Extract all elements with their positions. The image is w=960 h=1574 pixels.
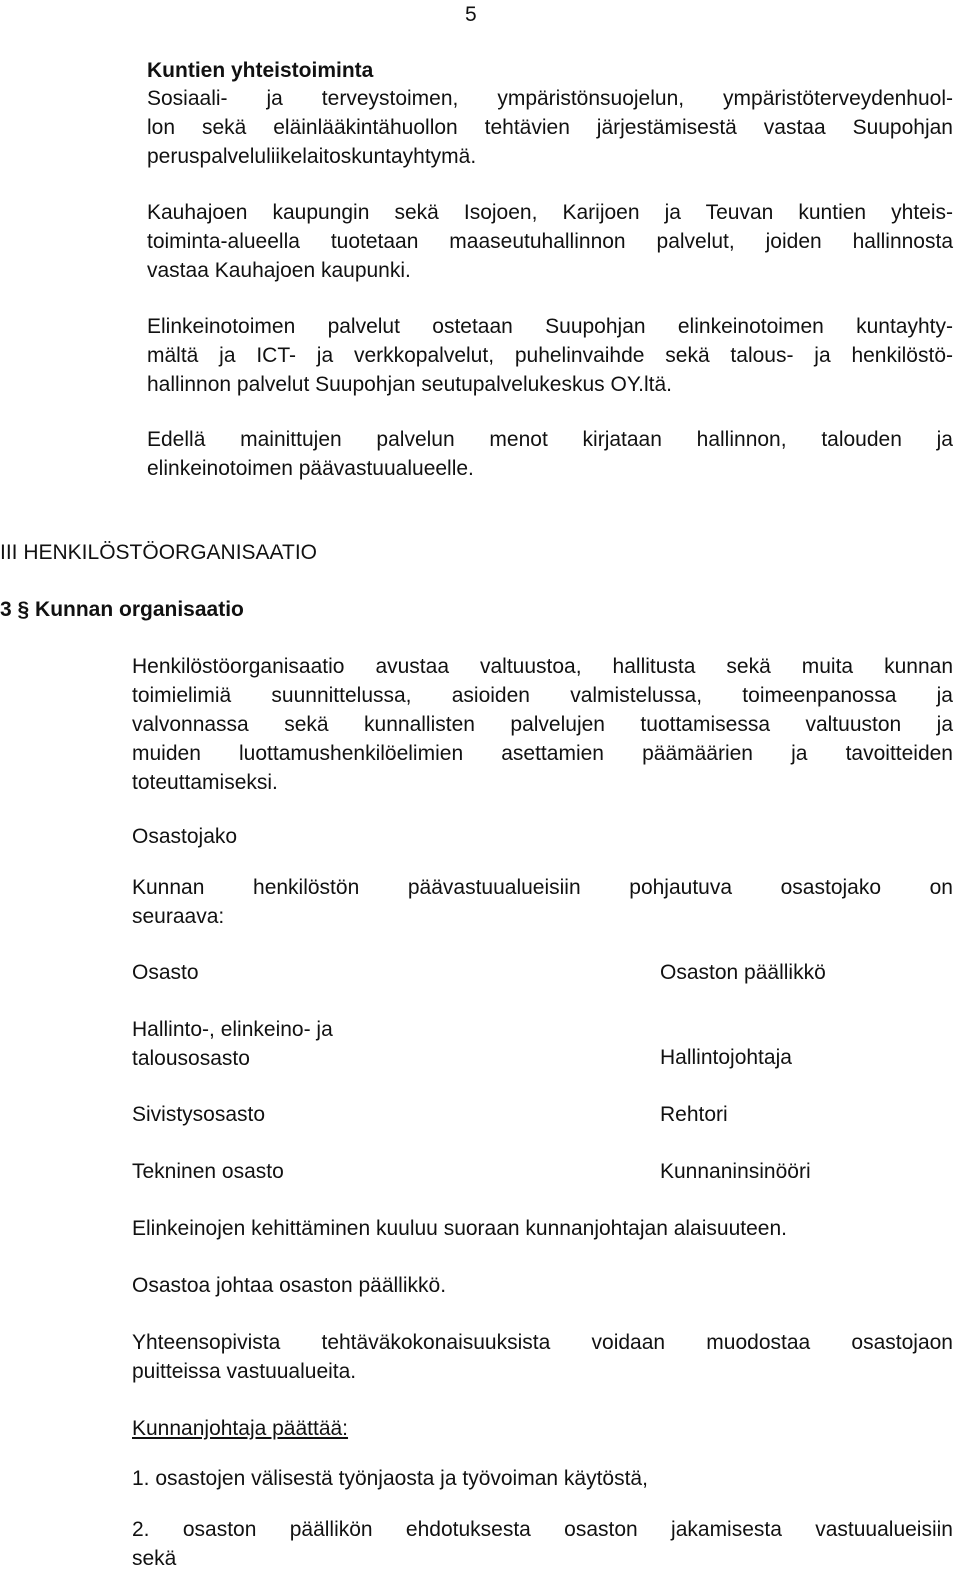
- paragraph-costs: [147, 425, 953, 483]
- paragraph-line: seuraava:: [132, 905, 225, 928]
- column-header-head: Osaston päällikkö: [660, 961, 826, 984]
- paragraph-line: peruspalveluliikelaitoskuntayhtymä.: [147, 145, 477, 168]
- paragraph-osastojako: [132, 873, 953, 931]
- subheading-decides: Kunnanjohtaja päättää:: [132, 1417, 349, 1440]
- table-cell-department: Sivistysosasto: [132, 1103, 266, 1126]
- paragraph-line: valvonnassa sekä kunnallisten palvelujen tuottamisessa valtuuston ja: [132, 713, 953, 736]
- paragraph-line: mältä ja ICT- ja verkkopalvelut, puhelinvaihde sekä talous- ja henkilöstö-: [147, 344, 953, 367]
- paragraph-business-services: [147, 312, 953, 399]
- paragraph-line: muiden luottamushenkilöelimien asettamien päämäärien ja tavoitteiden: [132, 742, 953, 765]
- paragraph-responsibility-areas: [132, 1328, 953, 1386]
- paragraph-department-head: Osastoa johtaa osaston päällikkö.: [132, 1274, 447, 1297]
- section-heading: Kuntien yhteistoiminta: [147, 59, 374, 82]
- paragraph-line: Yhteensopivista tehtäväkokonaisuuksista voidaan muodostaa osastojaon: [132, 1331, 953, 1354]
- paragraph-business-development: Elinkeinojen kehittäminen kuuluu suoraan kunnanjohtajan alaisuuteen.: [132, 1217, 787, 1240]
- subheading-osastojako: Osastojako: [132, 825, 238, 848]
- paragraph-line: elinkeinotoimen päävastuualueelle.: [147, 457, 474, 480]
- paragraph-line: toimielimiä suunnittelussa, asioiden valmistelussa, toimeenpanossa ja: [132, 684, 953, 707]
- list-item: [132, 1515, 953, 1573]
- list-item: 1. osastojen välisestä työnjaosta ja työvoiman käytöstä,: [132, 1467, 648, 1490]
- table-cell-head: Hallintojohtaja: [660, 1046, 792, 1069]
- paragraph-line: Elinkeinotoimen palvelut ostetaan Suupohjan elinkeinotoimen kuntayhty-: [147, 315, 953, 338]
- paragraph-line: puitteissa vastuualueita.: [132, 1360, 357, 1383]
- table-cell-department: [132, 1015, 333, 1073]
- table-cell-head: Rehtori: [660, 1103, 728, 1126]
- chapter-heading: III HENKILÖSTÖORGANISAATIO: [0, 541, 317, 564]
- paragraph-line: Kunnan henkilöstön päävastuualueisiin pohjautuva osastojako on: [132, 876, 953, 899]
- section-heading: 3 § Kunnan organisaatio: [0, 598, 244, 621]
- cell-line: Hallinto-, elinkeino- ja: [132, 1018, 333, 1041]
- paragraph-line: sekä: [132, 1547, 177, 1570]
- paragraph-line: Sosiaali- ja terveystoimen, ympäristönsuojelun, ympäristöterveydenhuol-: [147, 87, 953, 110]
- table-cell-department: Tekninen osasto: [132, 1160, 284, 1183]
- paragraph-social-services: [147, 84, 953, 171]
- paragraph-line: lon sekä eläinlääkintähuollon tehtävien järjestämisestä vastaa Suupohjan: [147, 116, 953, 139]
- paragraph-line: Henkilöstöorganisaatio avustaa valtuustoa, hallitusta sekä muita kunnan: [132, 655, 953, 678]
- table-cell-head: Kunnaninsinööri: [660, 1160, 811, 1183]
- paragraph-line: Kauhajoen kaupungin sekä Isojoen, Karijoen ja Teuvan kuntien yhteis-: [147, 201, 953, 224]
- paragraph-rural-services: [147, 198, 953, 285]
- paragraph-organisation-intro: [132, 652, 953, 797]
- cell-line: talousosasto: [132, 1047, 250, 1070]
- paragraph-line: toteuttamiseksi.: [132, 771, 278, 794]
- paragraph-line: 2. osaston päällikön ehdotuksesta osaston jakamisesta vastuualueisiin: [132, 1518, 953, 1541]
- paragraph-line: Edellä mainittujen palvelun menot kirjataan hallinnon, talouden ja: [147, 428, 953, 451]
- page-number: 5: [465, 3, 477, 26]
- paragraph-line: hallinnon palvelut Suupohjan seutupalvelukeskus OY.ltä.: [147, 373, 672, 396]
- paragraph-line: toiminta-alueella tuotetaan maaseutuhallinnon palvelut, joiden hallinnosta: [147, 230, 953, 253]
- column-header-department: Osasto: [132, 961, 199, 984]
- paragraph-line: vastaa Kauhajoen kaupunki.: [147, 259, 411, 282]
